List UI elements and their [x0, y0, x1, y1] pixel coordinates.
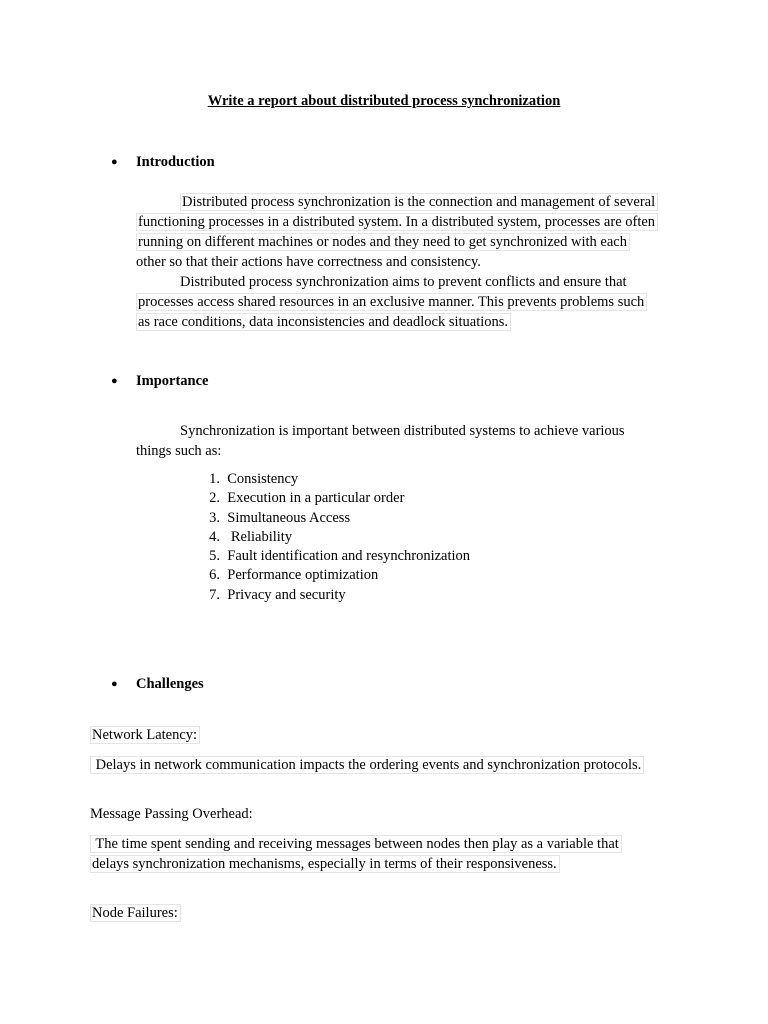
challenge-label-node-failures: Node Failures:: [90, 904, 181, 922]
list-item: 2. Execution in a particular order: [209, 490, 405, 507]
intro-line: other so that their actions have correctness and consistency.: [136, 254, 481, 270]
intro-line: Distributed process synchronization is the connection and management of several: [180, 193, 658, 211]
section-heading-introduction: Introduction: [136, 154, 215, 170]
list-item: 5. Fault identification and resynchronization: [209, 548, 471, 565]
list-item: 3. Simultaneous Access: [209, 509, 351, 526]
importance-line: things such as:: [136, 443, 222, 459]
challenge-label-message-passing: Message Passing Overhead:: [90, 806, 253, 822]
importance-line: Synchronization is important between distributed systems to achieve various: [180, 423, 625, 439]
list-item: 1. Consistency: [209, 471, 299, 487]
intro-line: functioning processes in a distributed system. In a distributed system, processes are often: [136, 213, 658, 231]
document-title: Write a report about distributed process synchronization: [207, 93, 561, 109]
bullet-icon: ●: [111, 156, 118, 168]
importance-list: [200, 470, 470, 605]
challenge-text-network-latency: Delays in network communication impacts the ordering events and synchronization protocols.: [90, 756, 644, 774]
list-item: 7. Privacy and security: [209, 586, 346, 603]
intro-line: processes access shared resources in an exclusive manner. This prevents problems such: [136, 293, 647, 311]
challenge-label-network-latency: Network Latency:: [90, 726, 200, 744]
intro-line: as race conditions, data inconsistencies and deadlock situations.: [136, 313, 511, 331]
bullet-icon: ●: [111, 678, 118, 690]
list-item: 4. Reliability: [209, 528, 293, 545]
challenge-text-message-passing: delays synchronization mechanisms, especially in terms of their responsiveness.: [90, 855, 560, 873]
intro-line: running on different machines or nodes and they need to get synchronized with each: [136, 233, 630, 251]
section-heading-challenges: Challenges: [136, 676, 204, 692]
list-item: 6. Performance optimization: [209, 567, 379, 584]
intro-line: Distributed process synchronization aims to prevent conflicts and ensure that: [180, 274, 627, 290]
bullet-icon: ●: [111, 375, 118, 387]
section-heading-importance: Importance: [136, 373, 209, 389]
challenge-text-message-passing: The time spent sending and receiving messages between nodes then play as a variable that: [90, 835, 622, 853]
